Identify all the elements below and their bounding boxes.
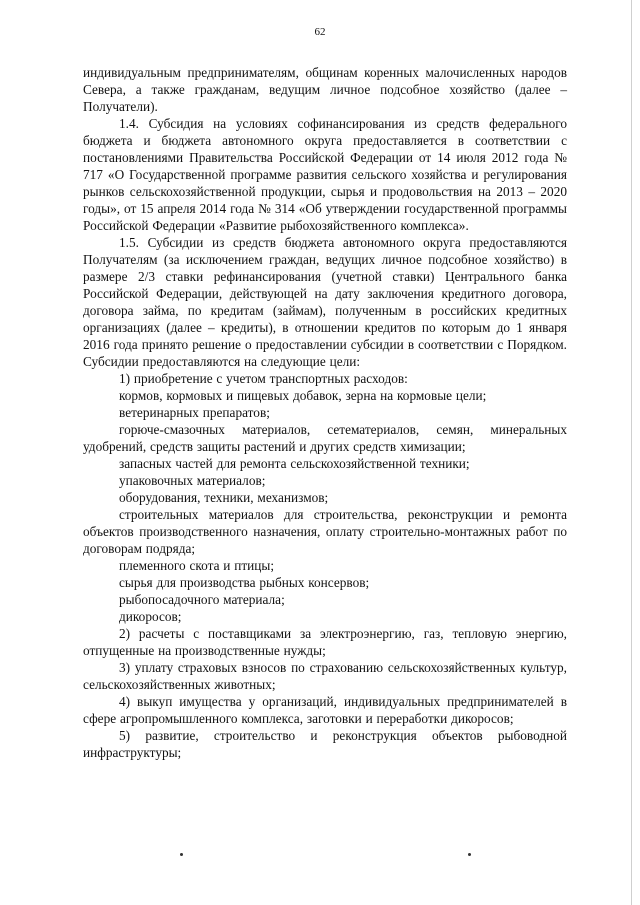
paragraph-1-5: 1.5. Субсидии из средств бюджета автономного округа предоставляются Получателям (за исключением граждан, ведущих личное подсобное хозяйство) в размере 2/3 ставки рефинансирования (учетной ставки) Центрального банка Российской Федерации, действующей на дату заключения кредитного договора, договора займа, по кредитам (займам), полученным в российских кредитных организациях (далее – кредиты), в отношении кредитов по которым до 1 января 2016 года принято решение о предоставлении субсидии в соответствии с Порядком. Субсидии предоставляются на следующие цели:: [83, 235, 567, 369]
list-subitem: дикоросов;: [119, 609, 182, 624]
scan-mark-left: [180, 853, 183, 856]
page-number: 62: [314, 26, 326, 38]
scan-mark-right: [468, 853, 471, 856]
list-item-5: 5) развитие, строительство и реконструкция объектов рыбоводной инфраструктуры;: [83, 728, 567, 760]
list-subitem: упаковочных материалов;: [119, 473, 266, 488]
paragraph-1-4: 1.4. Субсидия на условиях софинансирования из средств федерального бюджета и бюджета автономного округа предоставляется в соответствии с постановлениями Правительства Российской Федерации от 14 июля 2012 года № 717 «О Государственной программе развития сельского хозяйства и регулирования рынков сельскохозяйственной продукции, сырья и продовольствия на 2013 – 2020 годы», от 15 апреля 2014 года № 314 «Об утверждении государственной программы Российской Федерации «Развитие рыбохозяйственного комплекса».: [83, 116, 567, 233]
list-item-1: 1) приобретение с учетом транспортных расходов:: [119, 371, 408, 386]
list-item-4: 4) выкуп имущества у организаций, индивидуальных предпринимателей в сфере агропромышленного комплекса, заготовки и переработки дикоросов;: [83, 694, 567, 726]
list-subitem: кормов, кормовых и пищевых добавок, зерна на кормовые цели;: [119, 388, 487, 403]
list-subitem: племенного скота и птицы;: [119, 558, 275, 573]
list-subitem: оборудования, техники, механизмов;: [119, 490, 329, 505]
list-subitem: строительных материалов для строительства, реконструкции и ремонта объектов производственного назначения, оплату строительно-монтажных работ по договорам подряда;: [83, 507, 567, 556]
list-subitem: ветеринарных препаратов;: [119, 405, 270, 420]
page-edge: [631, 0, 632, 905]
list-subitem: запасных частей для ремонта сельскохозяйственной техники;: [119, 456, 470, 471]
list-subitem: горюче-смазочных материалов, сетематериалов, семян, минеральных удобрений, средств защиты растений и других средств химизации;: [83, 422, 567, 454]
list-subitem: рыбопосадочного материала;: [119, 592, 285, 607]
document-body: [83, 64, 567, 761]
list-item-2: 2) расчеты с поставщиками за электроэнергию, газ, тепловую энергию, отпущенные на производственные нужды;: [83, 626, 567, 658]
paragraph-recipients: индивидуальным предпринимателям, общинам коренных малочисленных народов Севера, а также гражданам, ведущим личное подсобное хозяйство (далее – Получатели).: [83, 65, 567, 114]
list-item-3: 3) уплату страховых взносов по страхованию сельскохозяйственных культур, сельскохозяйственных животных;: [83, 660, 567, 692]
list-subitem: сырья для производства рыбных консервов;: [119, 575, 370, 590]
